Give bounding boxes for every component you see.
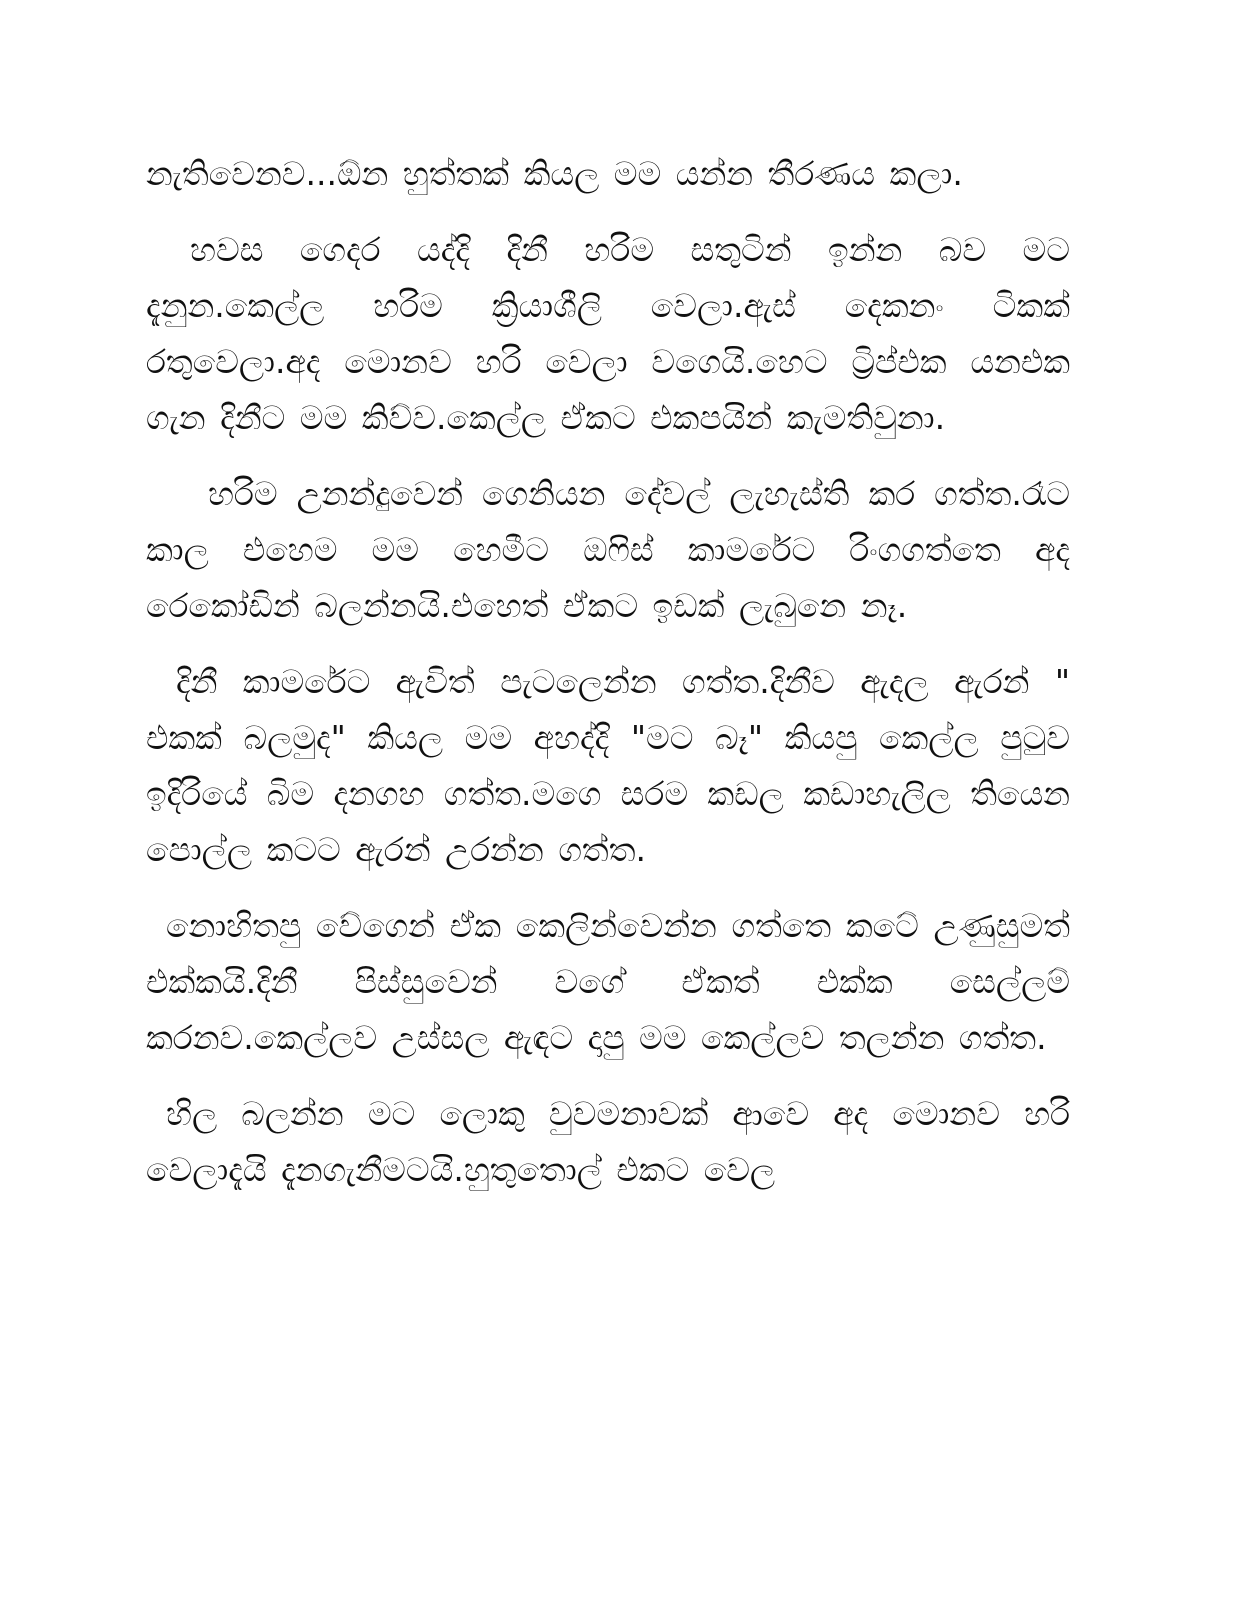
paragraph-1: නැතිවෙනව...ඕන හුත්තක් කියල මම යන්න තීරණය කලා. [146,154,963,193]
paragraph-2: හවස ගෙදර යද්දි දිනී හරිම සතුටින් ඉන්න බව මට දැනුන.කෙල්ල හරිම ක්‍රියාශීලි වෙලා.ඇස් දෙකනං ටිකක් රතුවෙලා.අද මොනව හරි වෙලා වගෙයි.හෙට ට්‍රිප්එක යනඑක ගැන දිනීට මම කිව්ව.කෙල්ල ඒකට එකපයින් කැමතිවුනා. [146,230,1070,437]
paragraph-6: හිල බලන්න මට ලොකු වුවමනාවක් ආවෙ අද මොනව හරි වෙලාදැයි දැනගැනීමටයි.හුතුතොල් එකට වෙල [146,1094,1070,1189]
paragraph-4: දිනී කාමරේට ඇවිත් පැටලෙන්න ගත්ත.දිනීව ඇදල ඇරන් " එකක් බලමුද" කියල මම අහද්දි "මට බෑ" කියපු කෙල්ල පුටුව ඉදිරියේ බිම දනගහ ගත්ත.මගෙ සරම කඩල කඩාහැලිල තියෙන පොල්ල කටට ඇරන් උරන්න ගත්ත. [146,662,1070,869]
paragraph-5: නොහිතපු වේගෙන් ඒක කෙලින්වෙන්න ගත්තෙ කටේ උණුසුමත් එක්කයි.දිනී පිස්සුවෙන් වගේ ඒකත් එක්ක සෙල්ලම් කරනව.කෙල්ලව උස්සල ඇඳට දාපු මම කෙල්ලව තලන්න ගත්ත. [146,906,1070,1057]
body-text [146,146,1070,1218]
paragraph-3: හරිම උනන්දුවෙන් ගෙනියන දේවල් ලැහැස්ති කර ගත්ත.රෑට කාල එහෙම මම හෙමීට ඔෆිස් කාමරේට රිංගගත්තෙ අද රෙකෝඩින් බලන්නයි.එහෙත් ඒකට ඉඩක් ලැබුනෙ නෑ. [146,474,1070,625]
